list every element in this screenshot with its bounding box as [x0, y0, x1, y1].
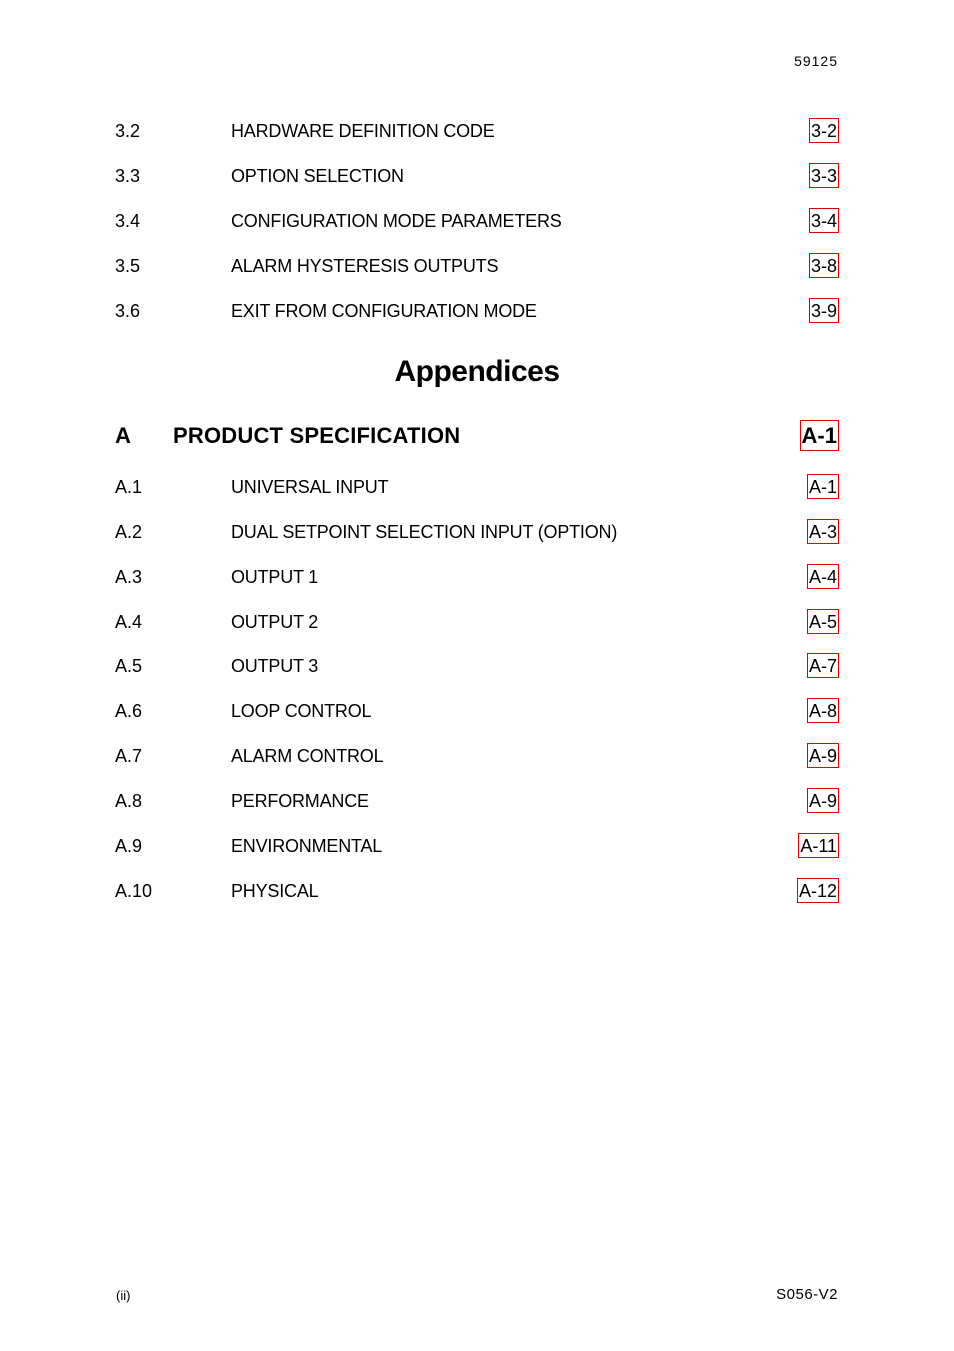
toc-page-link[interactable]: A-3	[807, 519, 839, 544]
toc-page-link[interactable]: 3-4	[809, 208, 839, 233]
footer-page-number: (ii)	[116, 1288, 131, 1303]
toc-page-link[interactable]: A-12	[797, 878, 839, 903]
toc-row	[0, 878, 954, 908]
toc-number: A.4	[115, 612, 143, 632]
section-letter: A	[115, 423, 131, 448]
toc-number: A.2	[115, 522, 143, 542]
toc-title: CONFIGURATION MODE PARAMETERS	[231, 211, 562, 231]
toc-number: 3.6	[115, 301, 141, 321]
toc-row	[0, 118, 954, 148]
toc-number: A.7	[115, 746, 143, 766]
toc-page-link[interactable]: A-8	[807, 698, 839, 723]
toc-title: DUAL SETPOINT SELECTION INPUT (OPTION)	[231, 522, 618, 542]
toc-page-link[interactable]: 3-2	[809, 118, 839, 143]
toc-row	[0, 474, 954, 504]
toc-title: OUTPUT 2	[231, 612, 319, 632]
toc-number: 3.4	[115, 211, 141, 231]
toc-page-link[interactable]: 3-8	[809, 253, 839, 278]
toc-page-link[interactable]: A-4	[807, 564, 839, 589]
toc-title: PERFORMANCE	[231, 791, 369, 811]
toc-page-link[interactable]: 3-9	[809, 298, 839, 323]
toc-number: A.10	[115, 881, 153, 901]
toc-page-link[interactable]: A-7	[807, 653, 839, 678]
toc-row	[0, 298, 954, 328]
toc-row	[0, 564, 954, 594]
toc-row	[0, 208, 954, 238]
toc-row	[0, 743, 954, 773]
toc-row	[0, 698, 954, 728]
toc-title: ENVIRONMENTAL	[231, 836, 383, 856]
toc-title: ALARM HYSTERESIS OUTPUTS	[231, 256, 499, 276]
toc-page-link[interactable]: A-11	[798, 833, 839, 858]
toc-title: OUTPUT 1	[231, 567, 319, 587]
footer-doc-code: S056-V2	[776, 1286, 838, 1303]
toc-number: A.1	[115, 477, 143, 497]
toc-title: HARDWARE DEFINITION CODE	[231, 121, 495, 141]
toc-row	[0, 163, 954, 193]
toc-title: LOOP CONTROL	[231, 701, 372, 721]
toc-title: OPTION SELECTION	[231, 166, 404, 186]
doc-number: 59125	[794, 53, 838, 69]
section-row	[0, 420, 954, 454]
toc-number: A.9	[115, 836, 143, 856]
section-title: PRODUCT SPECIFICATION	[173, 423, 461, 448]
toc-title: OUTPUT 3	[231, 656, 319, 676]
toc-row	[0, 609, 954, 639]
toc-row	[0, 653, 954, 683]
toc-page-link[interactable]: A-5	[807, 609, 839, 634]
toc-number: A.3	[115, 567, 143, 587]
toc-number: 3.5	[115, 256, 141, 276]
toc-page-link[interactable]: A-1	[807, 474, 839, 499]
toc-row	[0, 788, 954, 818]
toc-title: ALARM CONTROL	[231, 746, 384, 766]
section-page-link[interactable]: A-1	[800, 420, 839, 451]
toc-number: 3.3	[115, 166, 141, 186]
toc-page-link[interactable]: A-9	[807, 743, 839, 768]
toc-page-link[interactable]: 3-3	[809, 163, 839, 188]
toc-row	[0, 253, 954, 283]
toc-page-link[interactable]: A-9	[807, 788, 839, 813]
toc-number: A.6	[115, 701, 143, 721]
toc-row	[0, 519, 954, 549]
toc-number: 3.2	[115, 121, 141, 141]
toc-title: UNIVERSAL INPUT	[231, 477, 389, 497]
toc-number: A.8	[115, 791, 143, 811]
toc-title: EXIT FROM CONFIGURATION MODE	[231, 301, 537, 321]
toc-number: A.5	[115, 656, 143, 676]
appendices-heading: Appendices	[394, 355, 560, 388]
toc-title: PHYSICAL	[231, 881, 319, 901]
toc-row	[0, 833, 954, 863]
